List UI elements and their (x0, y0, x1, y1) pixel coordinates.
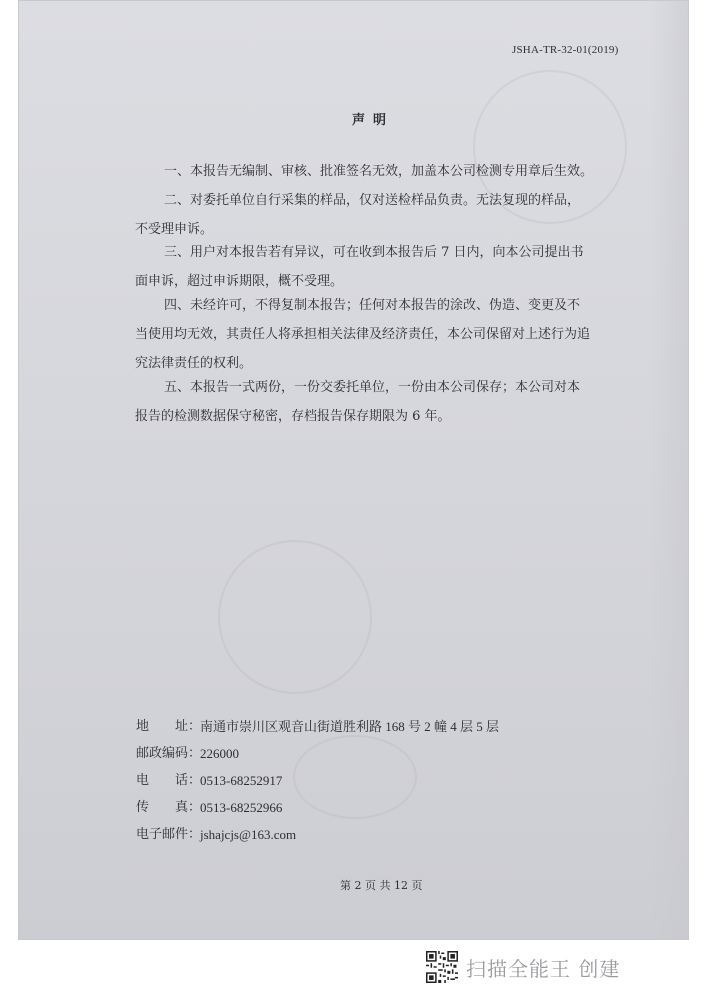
clause-line: 五、本报告一式两份，一份交委托单位，一份由本公司保存；本公司对本 (164, 380, 581, 395)
clause-2 (135, 186, 605, 244)
postcode-row (136, 740, 596, 767)
scanner-watermark (426, 950, 620, 984)
fax-row (136, 794, 596, 821)
email-value: jshajcjs@163.com (200, 827, 297, 842)
qr-code-icon (426, 951, 458, 983)
faded-stamp-middle (218, 540, 372, 694)
contact-info (136, 713, 596, 848)
clause-1 (135, 157, 605, 186)
fax-value: 0513-68252966 (200, 800, 283, 815)
clause-line: 当使用均无效，其责任人将承担相关法律及经济责任，本公司保留对上述行为追 (135, 327, 591, 342)
clause-5 (135, 373, 605, 431)
email-label: 电子邮件： (136, 827, 202, 842)
clause-line: 报告的检测数据保守秘密，存档报告保存期限为 6 年。 (135, 409, 451, 424)
scanned-page (18, 0, 689, 940)
postcode-value: 226000 (200, 746, 239, 761)
clause-line: 三、用户对本报告若有异议，可在收到本报告后 7 日内，向本公司提出书 (164, 245, 584, 260)
page-number: 第 2 页 共 12 页 (340, 879, 423, 892)
clause-line: 不受理申诉。 (135, 222, 214, 237)
phone-label: 电 话： (136, 773, 202, 788)
clause-line: 面申诉，超过申诉期限，概不受理。 (135, 274, 344, 289)
clause-4 (135, 291, 605, 378)
brand-label: 扫描全能王 创建 (466, 956, 621, 981)
address-row (136, 713, 596, 740)
postcode-label: 邮政编码： (136, 746, 202, 761)
fax-label: 传 真： (136, 800, 202, 815)
clause-line: 二、对委托单位自行采集的样品，仅对送检样品负责。无法复现的样品， (164, 193, 581, 208)
clause-line: 一、本报告无编制、审核、批准签名无效，加盖本公司检测专用章后生效。 (164, 164, 594, 179)
phone-value: 0513-68252917 (200, 773, 283, 788)
email-row (136, 821, 596, 848)
address-label: 地 址： (136, 719, 202, 734)
clause-line: 四、未经许可，不得复制本报告；任何对本报告的涂改、伪造、变更及不 (164, 298, 581, 313)
clause-3 (135, 238, 605, 296)
clause-line: 究法律责任的权利。 (135, 356, 253, 371)
page-title: 声明 (352, 113, 395, 128)
phone-row (136, 767, 596, 794)
document-code: JSHA-TR-32-01(2019) (512, 44, 619, 56)
address-value: 南通市崇川区观音山街道胜利路 168 号 2 幢 4 层 5 层 (200, 719, 500, 734)
